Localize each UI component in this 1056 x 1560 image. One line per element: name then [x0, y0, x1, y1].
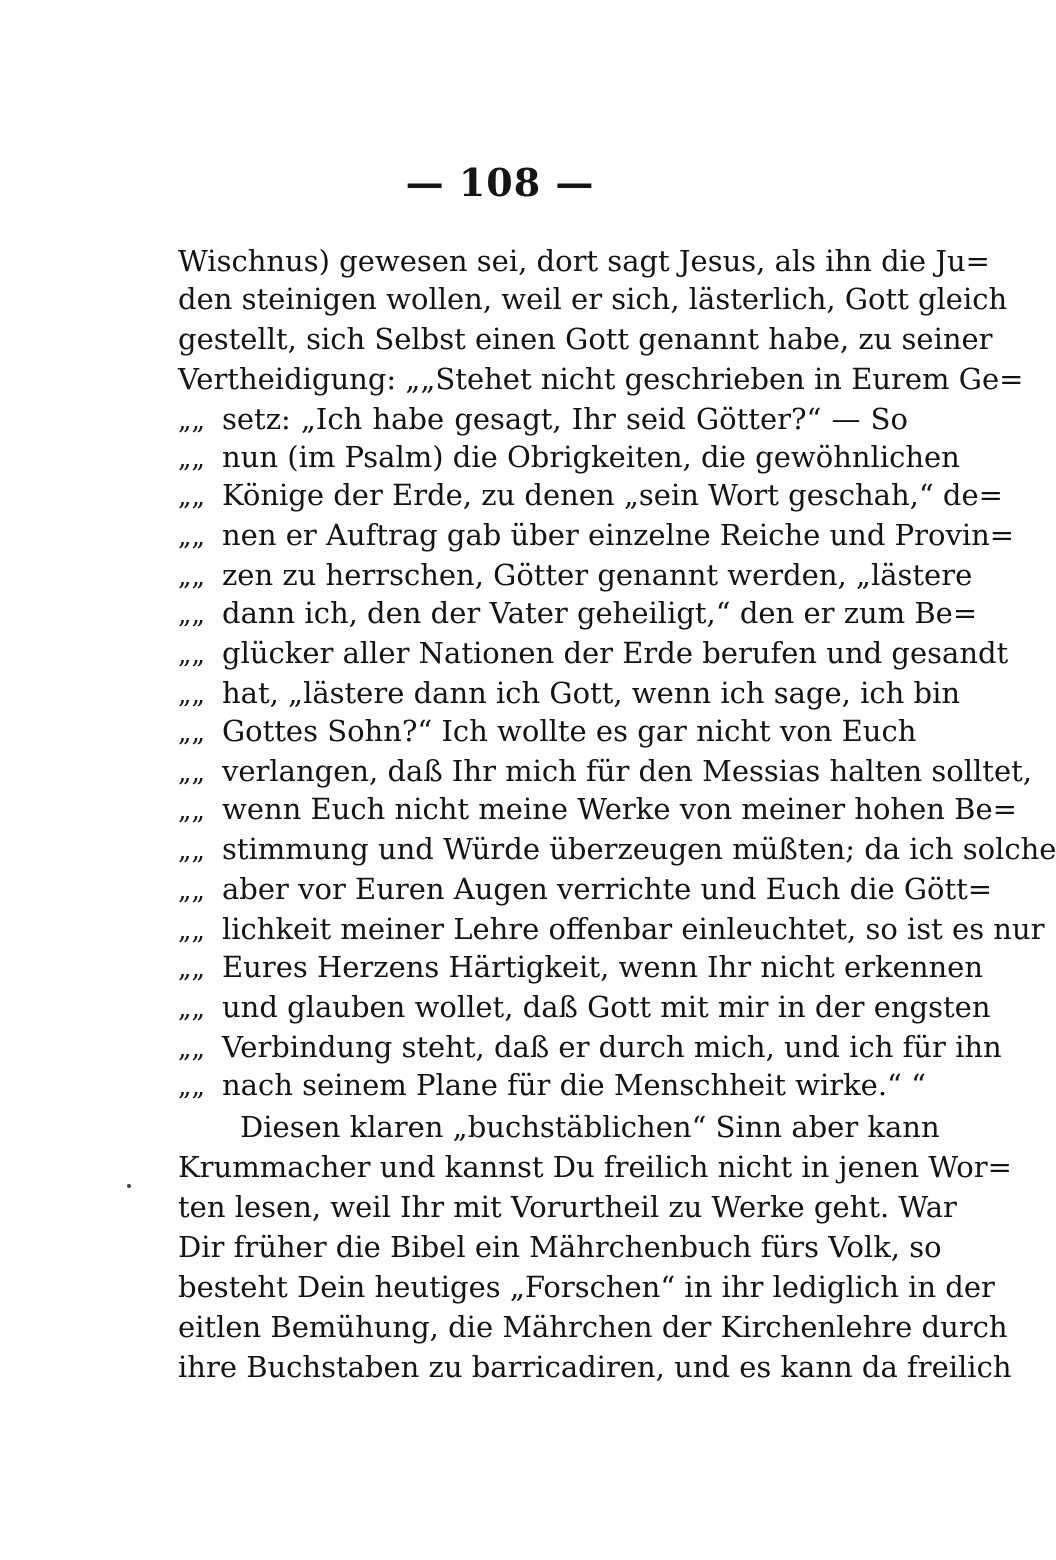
line-text: wenn Euch nicht meine Werke von meiner hohen Be=	[222, 792, 1017, 826]
text-line	[178, 986, 991, 1028]
quote-marks: „„	[178, 1072, 205, 1102]
text-line	[178, 1266, 995, 1308]
text-line	[178, 474, 1003, 516]
text-line	[178, 788, 1017, 830]
quote-marks: „„	[178, 954, 205, 984]
line-text: Dir früher die Bibel ein Mährchenbuch fürs Volk, so	[178, 1230, 942, 1264]
text-line	[178, 554, 973, 596]
line-text: den steinigen wollen, weil er sich, lästerlich, Gott gleich	[178, 282, 1008, 316]
text-line	[178, 514, 1015, 556]
text-line	[240, 1106, 940, 1148]
text-line	[178, 1064, 926, 1106]
quote-marks: „„	[178, 836, 205, 866]
line-text: verlangen, daß Ihr mich für den Messias halten solltet,	[222, 754, 1032, 788]
text-line	[178, 436, 960, 478]
line-text: hat, „lästere dann ich Gott, wenn ich sage, ich bin	[222, 676, 961, 710]
quote-marks: „„	[178, 718, 205, 748]
quote-marks: „„	[178, 876, 205, 906]
quote-marks: „„	[178, 444, 205, 474]
line-text: nun (im Psalm) die Obrigkeiten, die gewöhnlichen	[222, 440, 960, 474]
text-line	[178, 358, 1024, 400]
text-line	[178, 710, 917, 752]
text-line	[178, 240, 990, 282]
quote-marks: „„	[178, 758, 205, 788]
line-text: zen zu herrschen, Götter genannt werden, „lästere	[222, 558, 973, 592]
margin-speck	[127, 1184, 131, 1188]
line-text: glücker aller Nationen der Erde berufen und gesandt	[222, 636, 1009, 670]
text-line	[178, 1346, 1012, 1388]
line-text: Wischnus) gewesen sei, dort sagt Jesus, als ihn die Ju=	[178, 244, 990, 278]
line-text: lichkeit meiner Lehre offenbar einleuchtet, so ist es nur	[222, 912, 1045, 946]
text-line	[178, 828, 1056, 870]
line-text: und glauben wollet, daß Gott mit mir in der engsten	[222, 990, 991, 1024]
quote-marks: „„	[178, 562, 205, 592]
line-text: Könige der Erde, zu denen „sein Wort geschah,“ de=	[222, 478, 1003, 512]
text-line	[178, 908, 1045, 950]
line-text: besteht Dein heutiges „Forschen“ in ihr lediglich in der	[178, 1270, 995, 1304]
text-line	[178, 318, 993, 360]
text-line	[178, 398, 908, 440]
line-text: dann ich, den der Vater geheiligt,“ den er zum Be=	[222, 596, 978, 630]
text-line	[178, 946, 984, 988]
quote-marks: „„	[178, 680, 205, 710]
text-line	[178, 1146, 1012, 1188]
text-line	[178, 672, 961, 714]
line-text: eitlen Bemühung, die Mährchen der Kirchenlehre durch	[178, 1310, 1008, 1344]
quote-marks: „„	[178, 640, 205, 670]
line-text: Vertheidigung: „„Stehet nicht geschrieben in Eurem Ge=	[178, 362, 1024, 396]
text-line	[178, 592, 978, 634]
text-line	[178, 1026, 1002, 1068]
text-line	[178, 1306, 1008, 1348]
quote-marks: „„	[178, 916, 205, 946]
line-text: setz: „Ich habe gesagt, Ihr seid Götter?“ — So	[222, 402, 908, 436]
text-line	[178, 1186, 957, 1228]
text-line	[178, 278, 1008, 320]
text-line	[178, 632, 1009, 674]
line-text: Krummacher und kannst Du freilich nicht in jenen Wor=	[178, 1150, 1012, 1184]
line-text: ten lesen, weil Ihr mit Vorurtheil zu Werke geht. War	[178, 1190, 957, 1224]
line-text: ihre Buchstaben zu barricadiren, und es kann da freilich	[178, 1350, 1012, 1384]
line-text: gestellt, sich Selbst einen Gott genannt habe, zu seiner	[178, 322, 993, 356]
line-text: Diesen klaren „buchstäblichen“ Sinn aber kann	[240, 1110, 940, 1144]
page-number: — 108 —	[405, 160, 595, 205]
line-text: stimmung und Würde überzeugen müßten; da ich solche	[222, 832, 1056, 866]
line-text: nach seinem Plane für die Menschheit wirke.“ “	[222, 1068, 926, 1102]
quote-marks: „„	[178, 406, 205, 436]
quote-marks: „„	[178, 600, 205, 630]
line-text: aber vor Euren Augen verrichte und Euch die Gött=	[222, 872, 993, 906]
quote-marks: „„	[178, 482, 205, 512]
line-text: Gottes Sohn?“ Ich wollte es gar nicht von Euch	[222, 714, 917, 748]
text-line	[178, 868, 993, 910]
line-text: Verbindung steht, daß er durch mich, und ich für ihn	[222, 1030, 1002, 1064]
line-text: Eures Herzens Härtigkeit, wenn Ihr nicht erkennen	[222, 950, 984, 984]
quote-marks: „„	[178, 994, 205, 1024]
quote-marks: „„	[178, 522, 205, 552]
text-line	[178, 750, 1032, 792]
line-text: nen er Auftrag gab über einzelne Reiche und Provin=	[222, 518, 1015, 552]
quote-marks: „„	[178, 1034, 205, 1064]
quote-marks: „„	[178, 796, 205, 826]
text-line	[178, 1226, 942, 1268]
